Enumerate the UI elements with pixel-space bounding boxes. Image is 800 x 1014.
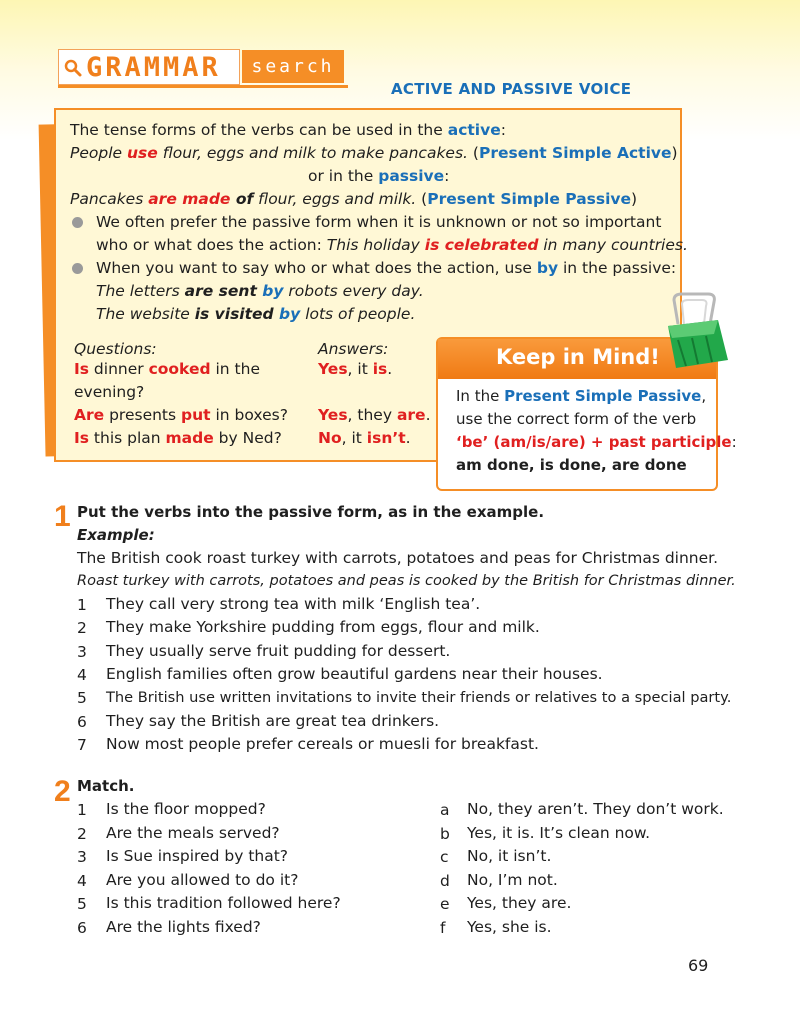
keep-in-mind-title: Keep in Mind! — [496, 345, 660, 369]
bullet2-example1: The letters are sent by robots every day. — [96, 282, 424, 300]
list-item-number: 7 — [77, 735, 87, 754]
page-number: 69 — [688, 956, 709, 975]
match-answer: Yes, she is. — [467, 917, 552, 936]
example-active: People use flour, eggs and milk to make pancakes. (Present Simple Active) — [70, 144, 678, 162]
list-item: They make Yorkshire pudding from eggs, flour and milk. — [106, 618, 540, 637]
list-item-number: 3 — [77, 642, 87, 661]
kim-line3: ‘be’ (am/is/are) + past participle: — [456, 433, 737, 451]
question-3: Is this plan made by Ned? — [74, 429, 282, 447]
question-1: Is dinner cooked in the — [74, 360, 260, 378]
match-question-number: 5 — [77, 895, 87, 913]
search-icon — [64, 59, 82, 77]
match-answer: Yes, it is. It’s clean now. — [467, 823, 651, 842]
match-question: Are the lights fixed? — [106, 917, 261, 936]
answers-label: Answers: — [318, 340, 389, 358]
rule-active: The tense forms of the verbs can be used in the active: — [70, 121, 506, 139]
example-passive: Pancakes are made of flour, eggs and milk. (Present Simple Passive) — [70, 190, 638, 208]
exercise-2-number: 2 — [54, 775, 71, 808]
list-item-number: 5 — [77, 689, 87, 708]
bullet-icon — [72, 263, 83, 274]
match-answer-letter: d — [440, 871, 450, 890]
list-item-number: 1 — [77, 596, 87, 614]
match-question: Is Sue inspired by that? — [106, 847, 289, 865]
list-item-number: 6 — [77, 712, 87, 731]
match-question: Are the meals served? — [106, 823, 280, 842]
bullet1-line1: We often prefer the passive form when it is unknown or not so important — [96, 213, 662, 231]
match-question: Are you allowed to do it? — [106, 870, 299, 889]
header-rule — [58, 85, 348, 88]
exercise-1-title: Put the verbs into the passive form, as in the example. — [77, 503, 545, 521]
match-answer-letter: a — [440, 801, 450, 819]
list-item: They usually serve fruit pudding for dessert. — [106, 641, 451, 660]
bullet1-line2: who or what does the action: This holiday is celebrated in many countries. — [96, 236, 688, 254]
exercise-1-example-sentence: The British cook roast turkey with carrots, potatoes and peas for Christmas dinner. — [77, 549, 719, 567]
exercise-1-example-label: Example: — [77, 526, 155, 544]
list-item: They call very strong tea with milk ‘English tea’. — [106, 595, 481, 613]
kim-line2: use the correct form of the verb — [456, 410, 697, 428]
match-question-number: 3 — [77, 848, 87, 866]
match-answer: No, they aren’t. They don’t work. — [467, 800, 724, 818]
match-answer-letter: f — [440, 918, 446, 937]
answer-1: Yes, it is. — [318, 360, 393, 378]
match-question-number: 2 — [77, 824, 87, 843]
exercise-1-number: 1 — [54, 500, 71, 533]
match-question-number: 1 — [77, 801, 87, 819]
bullet2-example2: The website is visited by lots of people. — [96, 305, 416, 323]
list-item-number: 2 — [77, 619, 87, 638]
list-item: English families often grow beautiful gardens near their houses. — [106, 664, 603, 683]
paper-clip-icon — [656, 290, 736, 372]
question-2: Are presents put in boxes? — [74, 406, 288, 424]
match-answer-letter: e — [440, 895, 450, 913]
questions-label: Questions: — [74, 340, 157, 358]
question-1-cont: evening? — [74, 383, 145, 401]
match-answer: No, it isn’t. — [467, 847, 552, 865]
match-answer: No, I’m not. — [467, 870, 558, 889]
match-question: Is the floor mopped? — [106, 800, 266, 818]
kim-line4: am done, is done, are done — [456, 456, 687, 474]
match-answer-letter: c — [440, 848, 449, 866]
bullet2-line1: When you want to say who or what does the action, use by in the passive: — [96, 259, 677, 277]
header-grammar: GRAMMAR — [86, 52, 221, 83]
exercise-1-example-answer: Roast turkey with carrots, potatoes and peas is cooked by the British for Christmas dinner. — [77, 573, 736, 589]
answer-3: No, it isn’t. — [318, 429, 411, 447]
match-question-number: 6 — [77, 918, 87, 937]
header-search-tab: search — [242, 50, 344, 83]
answer-2: Yes, they are. — [318, 406, 431, 424]
section-title: ACTIVE AND PASSIVE VOICE — [391, 80, 632, 98]
match-question: Is this tradition followed here? — [106, 894, 341, 912]
list-item: The British use written invitations to invite their friends or relatives to a special party. — [106, 689, 732, 707]
match-answer-letter: b — [440, 824, 450, 843]
match-question-number: 4 — [77, 871, 87, 890]
bullet-icon — [72, 217, 83, 228]
list-item: Now most people prefer cereals or muesli for breakfast. — [106, 734, 539, 753]
kim-line1: In the Present Simple Passive, — [456, 387, 707, 405]
list-item: They say the British are great tea drinkers. — [106, 711, 440, 730]
match-answer: Yes, they are. — [467, 894, 572, 912]
exercise-2-title: Match. — [77, 777, 135, 795]
rule-passive: or in the passive: — [308, 167, 450, 185]
list-item-number: 4 — [77, 665, 87, 684]
